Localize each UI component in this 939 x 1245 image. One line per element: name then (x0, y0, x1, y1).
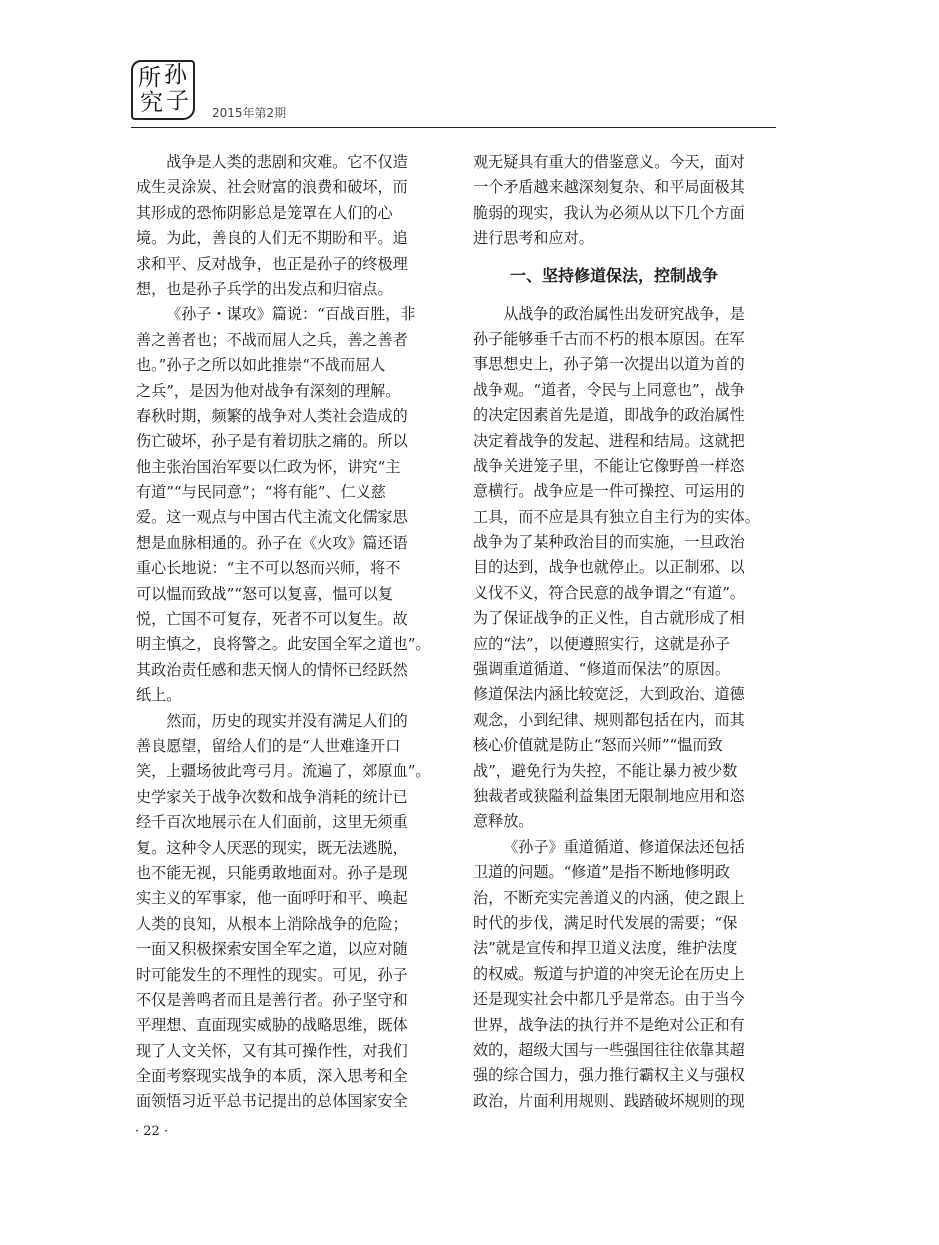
text-line: 意横行。战争应是一件可操控、可运用的 (473, 482, 745, 501)
text-line: 强的综合国力，强力推行霸权主义与强权 (473, 1066, 745, 1085)
text-line: 重心长地说：“主不可以怒而兴师，将不 (136, 559, 401, 578)
text-line: 然而，历史的现实并没有满足人们的 (166, 711, 408, 730)
text-line: 纸上。 (136, 686, 182, 705)
text-line: 修道保法内涵比较宽泛，大到政治、道德 (473, 685, 745, 704)
right-column-intro (473, 150, 775, 252)
text-line: 义伐不义，符合民意的战争谓之“有道”。 (473, 583, 746, 602)
text-line: 的权威。叛道与护道的冲突无论在历史上 (473, 964, 745, 983)
text-line: 想是血脉相通的。孙子在《火攻》篇还语 (136, 533, 408, 552)
text-line: 爱。这一观点与中国古代主流文化儒家思 (136, 508, 408, 527)
logo-char: 孙 (164, 62, 187, 88)
section-heading: 一、坚持修道保法，控制战争 (510, 265, 719, 285)
text-line: 可以愠而致战”“怒可以复喜，愠可以复 (136, 584, 393, 603)
text-line: 观无疑具有重大的借鉴意义。今天，面对 (473, 153, 745, 171)
text-line: 求和平、反对战争，也正是孙子的终极理 (136, 254, 408, 273)
issue-label: 2015年第2期 (212, 106, 287, 120)
text-line: 治，不断充实完善道义的内涵，使之跟上 (473, 888, 745, 907)
text-line: 笑，上疆场彼此弯弓月。流遍了，郊原血”。 (136, 762, 431, 781)
text-line: 面领悟习近平总书记提出的总体国家安全 (136, 1092, 408, 1111)
text-line: 目的达到，战争也就停止。以正制邪、以 (473, 558, 745, 577)
logo-char: 子 (166, 88, 189, 114)
text-line: 还是现实社会中都几乎是常态。由于当今 (473, 990, 745, 1009)
header-rule (131, 127, 776, 128)
right-column (473, 150, 775, 1114)
text-line: 其政治责任感和悲天悯人的情怀已经跃然 (136, 660, 408, 679)
journal-logo (131, 60, 195, 120)
text-line: 有道”“与民同意”；“将有能”、仁义慈 (136, 483, 386, 502)
text-line: 时代的步伐，满足时代发展的需要；“保 (473, 913, 738, 932)
text-line: 的决定因素首先是道，即战争的政治属性 (473, 406, 745, 425)
text-line: 时可能发生的不理性的现实。可见，孙子 (136, 965, 408, 984)
text-line: 从战争的政治属性出发研究战争，是 (503, 304, 745, 323)
text-line: 强调重道循道、“修道而保法”的原因。 (473, 660, 730, 679)
text-line: 决定着战争的发起、进程和结局。这就把 (473, 431, 745, 450)
text-line: 为了保证战争的正义性，自古就形成了相 (473, 609, 745, 628)
text-line: 法”就是宣传和捍卫道义法度，维护法度 (473, 939, 738, 958)
text-line: 不仅是善鸣者而且是善行者。孙子坚守和 (136, 990, 408, 1009)
text-line: 现了人文关怀，又有其可操作性，对我们 (136, 1041, 408, 1060)
text-line: 他主张治国治军要以仁政为怀，讲究“主 (136, 457, 401, 476)
text-line: 战争是人类的悲剧和灾难。它不仅造 (166, 153, 408, 171)
text-line: 效的，超级大国与一些强国往往依靠其超 (473, 1040, 745, 1059)
text-line: 史学家关于战争次数和战争消耗的统计已 (136, 787, 408, 806)
text-line: 卫道的问题。“修道”是指不断地修明政 (473, 863, 730, 882)
text-line: 也不能无视，只能勇敢地面对。孙子是现 (136, 863, 408, 882)
logo-char: 究 (140, 90, 163, 116)
text-line: 核心价值就是防止“怒而兴师”“愠而致 (473, 736, 723, 755)
text-line: 春秋时期，频繁的战争对人类社会造成的 (136, 406, 408, 425)
text-line: 其形成的恐怖阴影总是笼罩在人们的心 (136, 203, 393, 222)
text-line: 境。为此，善良的人们无不期盼和平。追 (136, 229, 408, 248)
text-line: 应的“法”，以便遵照实行，这就是孙子 (473, 634, 730, 653)
text-line: 政治，片面利用规则、践踏破坏规则的现 (473, 1091, 745, 1110)
text-line: 《孙子》重道循道、修道保法还包括 (503, 837, 745, 856)
text-line: 善良愿望，留给人们的是“人世难逢开口 (136, 736, 401, 755)
text-line: 复。这种令人厌恶的现实，既无法逃脱， (136, 838, 408, 857)
text-line: 全面考察现实战争的本质，深入思考和全 (136, 1067, 408, 1086)
text-line: 进行思考和应对。 (473, 229, 594, 248)
text-line: 善之善者也；不战而屈人之兵，善之善者 (136, 330, 408, 349)
text-line: 经千百次地展示在人们面前，这里无须重 (136, 813, 408, 832)
text-line: 《孙子・谋攻》篇说：“百战百胜，非 (166, 305, 416, 324)
text-line: 也。”孙子之所以如此推崇“不战而屈人 (136, 356, 386, 375)
text-line: 观念，小到纪律、规则都包括在内，而其 (473, 710, 745, 729)
text-line: 工具，而不应是具有独立自主行为的实体。 (473, 507, 760, 526)
right-column-body (473, 302, 775, 1115)
text-line: 一面又积极探索安国全军之道，以应对随 (136, 940, 408, 959)
page-number: · 22 · (135, 1124, 169, 1139)
text-line: 成生灵涂炭、社会财富的浪费和破坏，而 (136, 178, 408, 197)
text-line: 平理想、直面现实威胁的战略思维，既体 (136, 1016, 408, 1035)
logo-char: 所 (138, 65, 161, 91)
text-line: 脆弱的现实，我认为必须从以下几个方面 (473, 203, 745, 222)
text-line: 战争关进笼子里，不能让它像野兽一样恣 (473, 456, 745, 475)
text-line: 实主义的军事家，他一面呼吁和平、唤起 (136, 889, 408, 908)
text-line: 战”，避免行为失控，不能让暴力被少数 (473, 761, 738, 780)
text-line: 事思想史上，孙子第一次提出以道为首的 (473, 355, 745, 374)
text-line: 世界，战争法的执行并不是绝对公正和有 (473, 1015, 745, 1034)
text-line: 悦，亡国不可复存，死者不可以复生。故 (136, 610, 408, 629)
text-line: 想，也是孙子兵学的出发点和归宿点。 (136, 279, 393, 298)
text-line: 战争观。“道者，令民与上同意也”，战争 (473, 380, 746, 399)
text-line: 独裁者或狭隘利益集团无限制地应用和恣 (473, 786, 745, 805)
text-line: 一个矛盾越来越深刻复杂、和平局面极其 (473, 178, 745, 197)
text-line: 之兵”，是因为他对战争有深刻的理解。 (136, 381, 401, 400)
text-line: 人类的良知，从根本上消除战争的危险； (136, 914, 408, 933)
text-line: 战争为了某种政治目的而实施，一旦政治 (473, 533, 745, 552)
text-line: 意释放。 (473, 812, 534, 831)
text-line: 明主慎之，良将警之。此安国全军之道也”。 (136, 635, 431, 654)
text-line: 孙子能够垂千古而不朽的根本原因。在军 (473, 329, 745, 348)
text-line: 伤亡破坏，孙子是有着切肤之痛的。所以 (136, 432, 408, 451)
left-column (136, 150, 438, 1115)
